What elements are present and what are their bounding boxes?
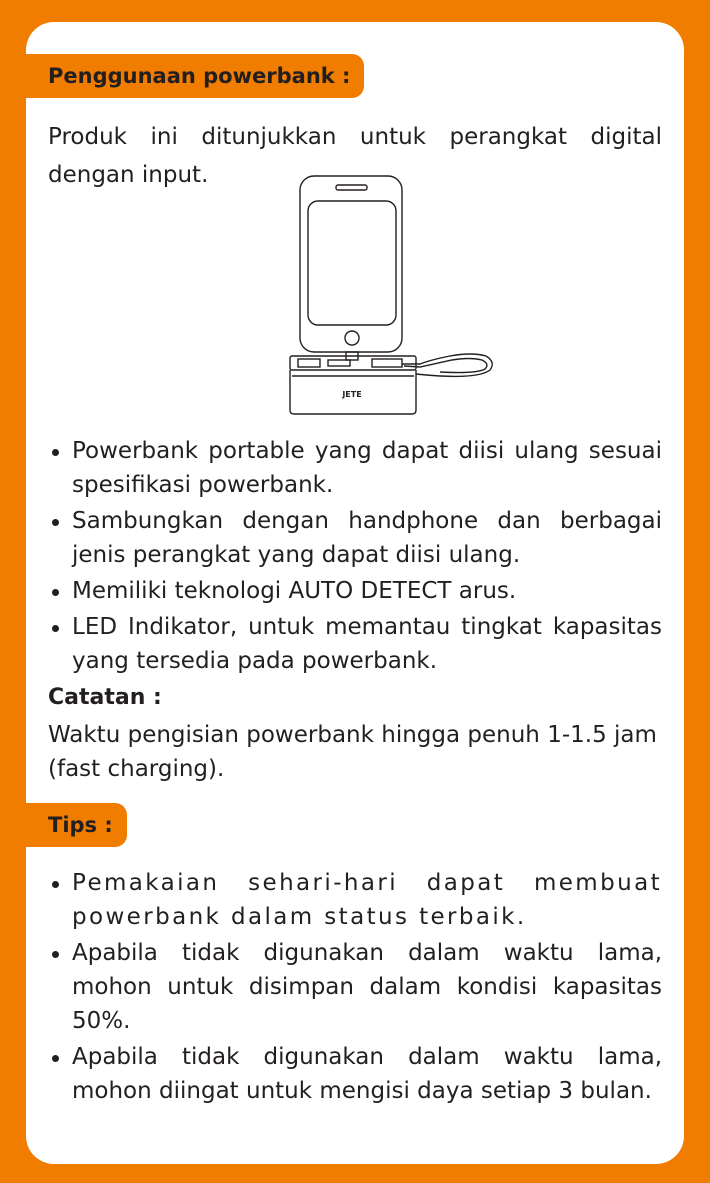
list-item: Powerbank portable yang dapat diisi ulang sesuai spesifikasi powerbank. (48, 434, 662, 502)
note-title: Catatan : (48, 685, 162, 710)
instruction-card (26, 22, 684, 1164)
tips-section-title: Tips : (26, 803, 127, 847)
features-list (48, 434, 662, 680)
list-item: LED Indikator, untuk memantau tingkat kapasitas yang tersedia pada powerbank. (48, 610, 662, 678)
smartphone-icon (300, 176, 402, 352)
list-item: Sambungkan dengan handphone dan berbagai jenis perangkat yang dapat diisi ulang. (48, 504, 662, 572)
usage-intro: Produk ini ditunjukkan untuk perangkat digital dengan input. (48, 124, 662, 188)
note-text: Waktu pengisian powerbank hingga penuh 1-1.5 jam (fast charging). (48, 722, 657, 782)
list-item: Apabila tidak digunakan dalam waktu lama, mohon diingat untuk mengisi daya setiap 3 bulan. (48, 1040, 662, 1108)
powerbank-icon (290, 356, 416, 414)
list-item: Pemakaian sehari-hari dapat membuat powerbank dalam status terbaik. (48, 866, 662, 934)
list-item: Memiliki teknologi AUTO DETECT arus. (48, 574, 662, 608)
list-item: Apabila tidak digunakan dalam waktu lama, mohon untuk disimpan dalam kondisi kapasitas 50%. (48, 936, 662, 1038)
powerbank-brand-label: JETE (342, 390, 362, 399)
usage-section-title: Penggunaan powerbank : (26, 54, 364, 98)
tips-list (48, 866, 662, 1110)
phone-powerbank-illustration (280, 174, 502, 416)
